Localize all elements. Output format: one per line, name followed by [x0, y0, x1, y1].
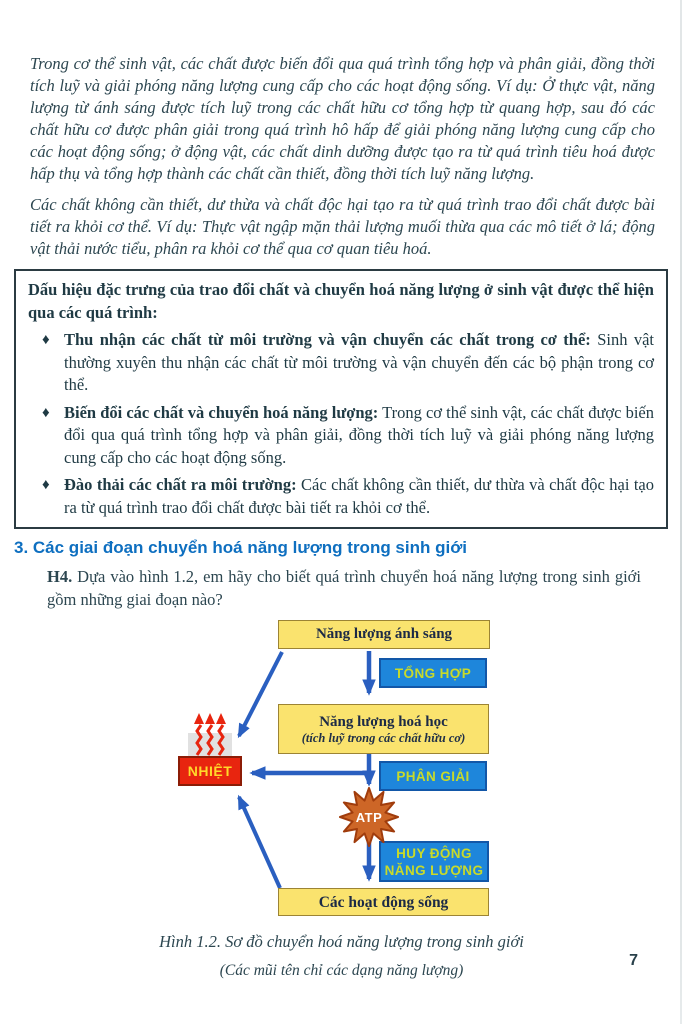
chemical-energy-box [278, 704, 489, 754]
diagram-arrows [0, 613, 683, 925]
diamond-bullet-icon: ♦ [42, 332, 50, 348]
bullet-lead: Thu nhận các chất từ môi trường và vận chuyển các chất trong cơ thể: [64, 330, 591, 349]
chemical-energy-label: Năng lượng hoá học [319, 713, 448, 730]
atp-label: ATP [355, 809, 383, 825]
list-item [28, 402, 654, 470]
energy-flow-diagram [0, 613, 683, 925]
section-heading: 3. Các giai đoạn chuyển hoá năng lượng trong sinh giới [14, 538, 468, 557]
list-item [28, 329, 654, 397]
heat-arrows-icon [188, 711, 232, 762]
synthesis-box: TỔNG HỢP [379, 658, 487, 688]
bullet-text: Các chất không cần thiết, dư thừa và chất độc hại tạo ra từ quá trình trao đổi chất được bài tiết ra khỏi cơ thể. [64, 475, 655, 517]
key-signs-intro: Dấu hiệu đặc trưng của trao đổi chất và chuyển hoá năng lượng ở sinh vật được thể hiện qua các quá trình: [28, 280, 654, 322]
bullet-lead: Biến đổi các chất và chuyển hoá năng lượng: [64, 402, 379, 422]
diamond-bullet-icon: ♦ [42, 404, 50, 421]
mobilize-line2: NĂNG LƯỢNG [384, 862, 484, 878]
paragraph-excretion: Các chất không cần thiết, dư thừa và chất độc hại tạo ra từ quá trình trao đổi chất được bài tiết ra khỏi cơ thể. Ví dụ: Thực vật ngập mặn thải lượng muối thừa qua các mô tiết ở lá; động vật thải nước tiểu, phân ra khỏi cơ thể qua cơ quan tiêu hoá. [30, 195, 655, 258]
chemical-energy-subtitle: (tích luỹ trong các chất hữu cơ) [301, 730, 466, 745]
figure-caption: Hình 1.2. Sơ đồ chuyển hoá năng lượng trong sinh giới [159, 932, 524, 951]
figure-caption-sub: (Các mũi tên chỉ các dạng năng lượng) [219, 962, 464, 979]
light-energy-box: Năng lượng ánh sáng [278, 620, 490, 649]
key-signs-box [14, 269, 668, 529]
question-text: Dựa vào hình 1.2, em hãy cho biết quá trình chuyển hoá năng lượng trong sinh giới gồm những giai đoạn nào? [47, 567, 641, 609]
question-h4 [47, 565, 641, 611]
bullet-text: Sinh vật thường xuyên thu nhận các chất từ môi trường và vận chuyển đến các bộ phận trong cơ thể. [64, 330, 654, 394]
decomposition-box: PHÂN GIẢI [379, 761, 487, 791]
bullet-text: Trong cơ thể sinh vật, các chất được biến đổi qua quá trình tổng hợp và phân giải, đồng thời tích luỹ và giải phóng năng lượng cung cấp cho các hoạt động sống. [64, 402, 654, 467]
heat-box: NHIỆT [178, 756, 242, 786]
mobilize-line1: HUY ĐỘNG [396, 845, 472, 861]
bullet-lead: Đào thải các chất ra môi trường: [64, 475, 297, 494]
question-label: H4. [47, 567, 73, 586]
life-activities-box: Các hoạt động sống [278, 888, 489, 916]
list-item [28, 474, 654, 519]
mobilize-energy-box [379, 841, 489, 882]
diamond-bullet-icon: ♦ [42, 477, 50, 493]
paragraph-metabolism: Trong cơ thể sinh vật, các chất được biến đổi qua quá trình tổng hợp và phân giải, đồng thời tích luỹ và giải phóng năng lượng cung cấp cho các hoạt động sống. Ví dụ: Ở thực vật, năng lượng từ ánh sáng được tích luỹ trong các chất hữu cơ tổng hợp từ quang hợp, sau đó các chất hữu cơ được phân giải trong quá trình hô hấp để giải phóng năng lượng cung cấp cho các hoạt động sống; ở động vật, các chất dinh dưỡng được tạo ra từ quá trình tiêu hoá được hấp thụ và tổng hợp thành các chất cần thiết, đồng thời tích luỹ năng lượng. [30, 54, 655, 183]
page-number: 7 [629, 952, 638, 969]
key-signs-list [28, 329, 654, 519]
